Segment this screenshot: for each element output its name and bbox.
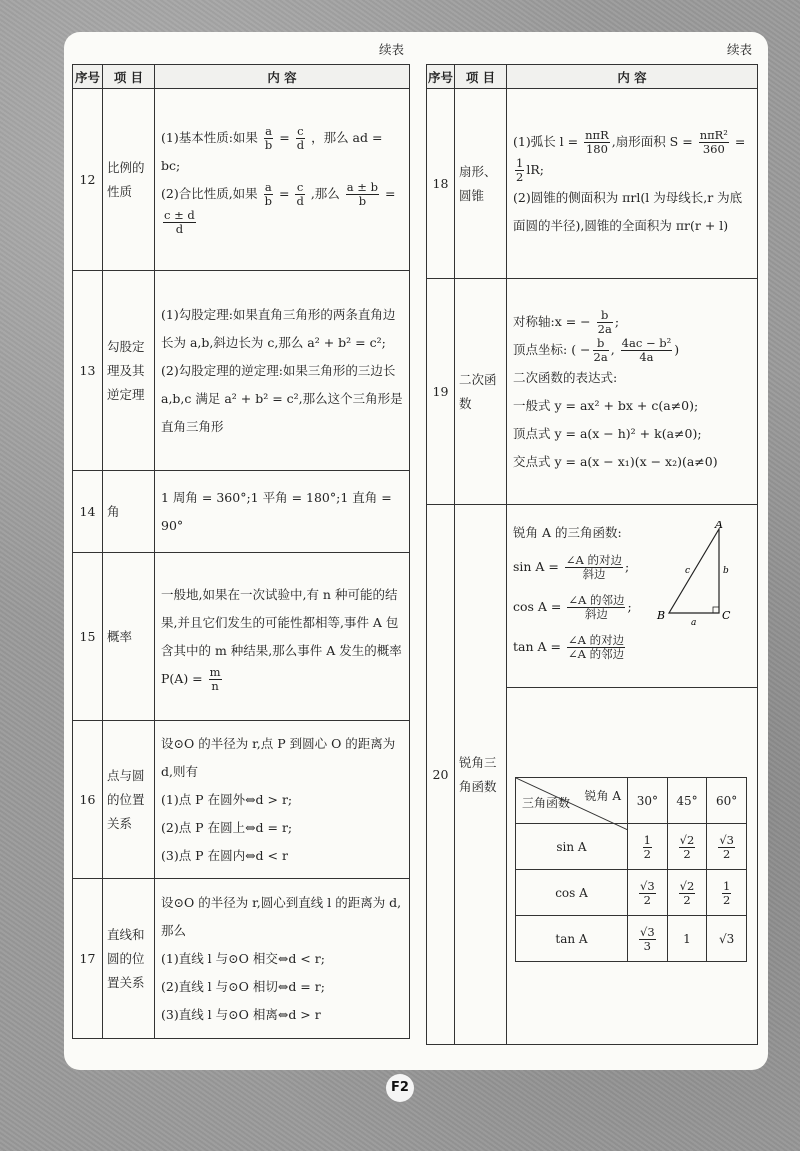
text-line: bc; <box>161 157 181 173</box>
page-number: F2 <box>386 1074 414 1102</box>
row-number: 20 <box>427 505 455 1045</box>
angle-header: 60° <box>707 778 747 824</box>
text-line: (2)合比性质,如果 <box>161 185 258 201</box>
left-column <box>72 40 410 1039</box>
fraction: $\frac{b}{2a}$ <box>593 335 608 364</box>
fraction: $\frac{\text{∠A 的邻边}}{\text{斜边}}$ <box>568 593 625 621</box>
svg-text:A: A <box>715 521 723 531</box>
text-line: 设⊙O 的半径为 r,圆心到直线 l 的距离为 d,那么 <box>161 894 402 938</box>
row-content <box>507 505 758 1045</box>
row-number: 15 <box>73 553 103 721</box>
svg-text:b: b <box>723 566 729 576</box>
text-line: 顶点式 y = a(x − h)² + k(a≠0); <box>513 425 702 441</box>
formula-table-left <box>72 64 410 1039</box>
text-line: (1)基本性质:如果 <box>161 129 258 145</box>
text-line: (3)点 P 在圆内⇔d < r <box>161 847 288 863</box>
text-line: (1)弧长 l = <box>513 133 579 149</box>
diag-bottom-label: 三角函数 <box>522 796 571 810</box>
row-content <box>155 553 410 721</box>
fraction: $\frac{1}{2}$ <box>516 155 524 184</box>
row-content: (1)勾股定理:如果直角三角形的两条直角边长为 a,b,斜边长为 c,那么 a² + b² = c²;(2)勾股定理的逆定理:如果三角形的三边长 a,b,c 满足 a² + b² = c²,那么这个三角形是直角三角形 <box>155 271 410 471</box>
value-fraction: $\frac{1}{2}$ <box>643 832 651 861</box>
text-line: ，那么 ad = <box>311 129 383 145</box>
text-line: ,那么 <box>310 185 340 201</box>
fraction: $\frac{\text{∠A 的对边}}{\text{∠A 的邻边}}$ <box>567 633 625 661</box>
fraction: $\frac{a \pm b}{b}$ <box>346 179 378 208</box>
row-item: 概率 <box>103 553 155 721</box>
function-name: sin A <box>516 824 628 870</box>
text-line: 一般地,如果在一次试验中,有 n 种可能的结果,并且它们发生的可能性都相等,事件 A 包含其中的 m 种结果,那么事件 A 发生的概率 P(A) = <box>161 586 402 686</box>
row-item: 角 <box>103 471 155 553</box>
row-content: 对称轴:x = − $\frac{b}{2a}$ ; 顶点坐标: ( − $\frac{b}{2a}$ , $\frac{\text{4ac − b²}}{4a}$ ) 二次函数的表达式: 一般式 y = ax² + bx + c(a≠0); 顶点式 y = a(x − h)² + k(a≠0); 交点式 y = a(x − x₁)(x − x₂)(a≠0) <box>507 279 758 505</box>
table-row <box>427 279 758 505</box>
table-row <box>427 89 758 279</box>
text-line: ,扇形面积 S = <box>611 133 693 149</box>
value-fraction: $\frac{√3}{3}$ <box>640 924 655 953</box>
value-fraction: $\frac{√3}{2}$ <box>640 878 655 907</box>
text-line: (2)圆锥的侧面积为 πrl(l 为母线长,r 为底面圆的半径),圆锥的全面积为 πr(r + l) <box>513 189 743 233</box>
continued-label: 续表 <box>726 42 752 57</box>
text-line: sin A = <box>513 559 559 574</box>
row-item: 比例的性质 <box>103 89 155 271</box>
row-content <box>155 721 410 879</box>
function-name: tan A <box>516 916 628 962</box>
value-fraction: $\frac{√2}{2}$ <box>679 878 695 907</box>
table-row <box>73 879 410 1039</box>
svg-text:c: c <box>685 566 691 576</box>
header-num: 序号 <box>73 65 103 89</box>
fraction: $\frac{c \pm d}{d}$ <box>164 207 195 236</box>
angle-header: 45° <box>667 778 707 824</box>
fraction: $\frac{\text{nπR²}}{360}$ <box>699 127 728 156</box>
fraction: $\frac{\text{4ac − b²}}{4a}$ <box>621 335 672 364</box>
header-content: 内 容 <box>155 65 410 89</box>
svg-text:B: B <box>657 609 666 622</box>
svg-text:C: C <box>722 609 731 622</box>
text-line: 锐角 A 的三角函数: <box>513 525 622 540</box>
trig-definitions: A B C a b c 锐角 A 的三角函数: sin A = $\frac{\text{∠A 的对边}}{\text{斜边}}$ ; cos A = $\frac{\text{∠A 的邻边}}{\text{斜边}}$ ; tan A = $\frac{\text{∠A 的对边}}{\text{∠A 的邻边}}$ <box>513 519 751 667</box>
table-row <box>73 721 410 879</box>
header-content: 内 容 <box>507 65 758 89</box>
text-line: tan A = <box>513 639 561 654</box>
right-column <box>426 40 758 1045</box>
row-number: 14 <box>73 471 103 553</box>
row-number: 16 <box>73 721 103 879</box>
row-content: (1)基本性质:如果 $\frac{a}{b}$ = $\frac{c}{d}$ ，那么 ad = bc; (2)合比性质,如果 $\frac{a}{b}$ = $\frac{c}{d}$ ,那么 $\frac{a \pm b}{b}$ = $\frac{c \pm d}{d}$ <box>155 89 410 271</box>
continued-label: 续表 <box>378 42 404 57</box>
special-angle-table <box>515 777 747 962</box>
row-item: 直线和圆的位置关系 <box>103 879 155 1039</box>
table-row <box>73 471 410 553</box>
value-plain: √3 <box>707 916 747 962</box>
diagonal-header-cell <box>516 778 628 824</box>
row-item: 点与圆的位置关系 <box>103 721 155 879</box>
svg-text:a: a <box>691 618 697 627</box>
text-line: cos A = <box>513 599 562 614</box>
text-line: 设⊙O 的半径为 r,点 P 到圆心 O 的距离为 d,则有 <box>161 735 396 779</box>
angle-header: 30° <box>628 778 668 824</box>
table-row <box>73 89 410 271</box>
fraction: $\frac{c}{d}$ <box>296 179 304 208</box>
table-header <box>427 65 758 89</box>
fraction: $\frac{b}{2a}$ <box>597 307 612 336</box>
table-row <box>73 271 410 471</box>
text-line: (2)点 P 在圆上⇔d = r; <box>161 819 293 835</box>
divider <box>507 687 757 773</box>
fraction: $\frac{\text{∠A 的对边}}{\text{斜边}}$ <box>565 553 623 581</box>
fraction: $\frac{\text{nπR}}{180}$ <box>585 127 609 156</box>
text-line: (2)直线 l 与⊙O 相切⇔d = r; <box>161 978 325 994</box>
row-item: 勾股定理及其逆定理 <box>103 271 155 471</box>
right-triangle-diagram <box>655 521 745 627</box>
formula-table-right <box>426 64 758 1045</box>
row-content: 1 周角 = 360°;1 平角 = 180°;1 直角 = 90° <box>155 471 410 553</box>
row-number: 19 <box>427 279 455 505</box>
fraction: $\frac{m}{n}$ <box>209 664 221 693</box>
function-name: cos A <box>516 870 628 916</box>
text-line: 一般式 y = ax² + bx + c(a≠0); <box>513 397 699 413</box>
row-number: 17 <box>73 879 103 1039</box>
header-item: 项 目 <box>103 65 155 89</box>
value-fraction: $\frac{√2}{2}$ <box>679 832 695 861</box>
row-item: 二次函数 <box>455 279 507 505</box>
header-item: 项 目 <box>455 65 507 89</box>
text-line: 交点式 y = a(x − x₁)(x − x₂)(a≠0) <box>513 453 718 469</box>
text-line: 对称轴:x = − <box>513 313 591 329</box>
value-fraction: $\frac{√3}{2}$ <box>719 832 734 861</box>
text-line: = <box>734 133 746 149</box>
fraction: $\frac{a}{b}$ <box>264 179 273 208</box>
text-line: (1)直线 l 与⊙O 相交⇔d < r; <box>161 950 325 966</box>
row-item: 锐角三角函数 <box>455 505 507 1045</box>
text-line: 顶点坐标: <box>513 341 568 357</box>
row-number: 12 <box>73 89 103 271</box>
row-number: 18 <box>427 89 455 279</box>
table-row <box>73 553 410 721</box>
diag-top-label: 锐角 A <box>584 789 621 803</box>
table-header <box>73 65 410 89</box>
page-card <box>64 32 768 1070</box>
row-number: 13 <box>73 271 103 471</box>
value-fraction: $\frac{1}{2}$ <box>722 878 731 907</box>
text-line: lR; <box>526 161 544 177</box>
text-line: (1)点 P 在圆外⇔d > r; <box>161 791 293 807</box>
text-line: (3)直线 l 与⊙O 相离⇔d > r <box>161 1006 321 1022</box>
table-row <box>427 505 758 1045</box>
row-content <box>155 879 410 1039</box>
row-item: 扇形、圆锥 <box>455 89 507 279</box>
fraction: $\frac{a}{b}$ <box>264 123 273 152</box>
row-content <box>507 89 758 279</box>
header-num: 序号 <box>427 65 455 89</box>
text-line: 二次函数的表达式: <box>513 369 618 385</box>
value-plain: 1 <box>667 916 707 962</box>
fraction: $\frac{c}{d}$ <box>296 123 305 152</box>
